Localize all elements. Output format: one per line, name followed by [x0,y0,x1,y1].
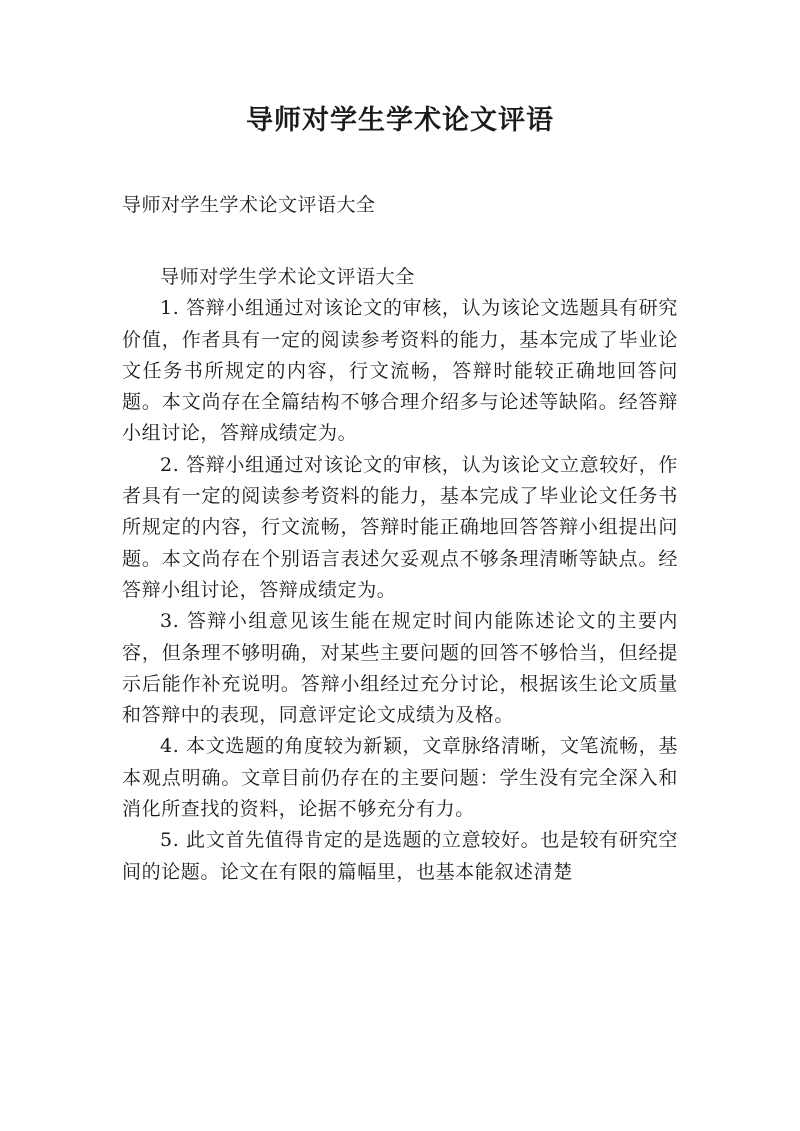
paragraph-1: 1. 答辩小组通过对该论文的审核，认为该论文选题具有研究价值，作者具有一定的阅读参考资料的能力，基本完成了毕业论文任务书所规定的内容，行文流畅，答辩时能较正确地回答问题。本文尚存在全篇结构不够合理介绍多与论述等缺陷。经答辩小组讨论，答辩成绩定为。 [122,297,678,445]
paragraph-4: 4. 本文选题的角度较为新颖，文章脉络清晰，文笔流畅，基本观点明确。文章目前仍存在的主要问题：学生没有完全深入和消化所查找的资料，论据不够充分有力。 [122,735,678,821]
paragraph-3: 3. 答辩小组意见该生能在规定时间内能陈述论文的主要内容，但条理不够明确，对某些主要问题的回答不够恰当，但经提示后能作补充说明。答辩小组经过充分讨论，根据该生论文质量和答辩中的表现，同意评定论文成绩为及格。 [122,610,678,727]
paragraph-5: 5. 此文首先值得肯定的是选题的立意较好。也是较有研究空间的论题。论文在有限的篇幅里，也基本能叙述清楚 [122,829,678,883]
document-body [122,262,678,888]
document-subtitle: 导师对学生学术论文评语大全 [122,194,376,216]
paragraph-2: 2. 答辩小组通过对该论文的审核，认为该论文立意较好，作者具有一定的阅读参考资料的能力，基本完成了毕业论文任务书所规定的内容，行文流畅，答辩时能正确地回答答辩小组提出问题。本文尚存在个别语言表述欠妥观点不够条理清晰等缺点。经答辩小组讨论，答辩成绩定为。 [122,453,678,601]
page-title: 导师对学生学术论文评语 [246,105,554,136]
section-heading: 导师对学生学术论文评语大全 [160,266,415,288]
